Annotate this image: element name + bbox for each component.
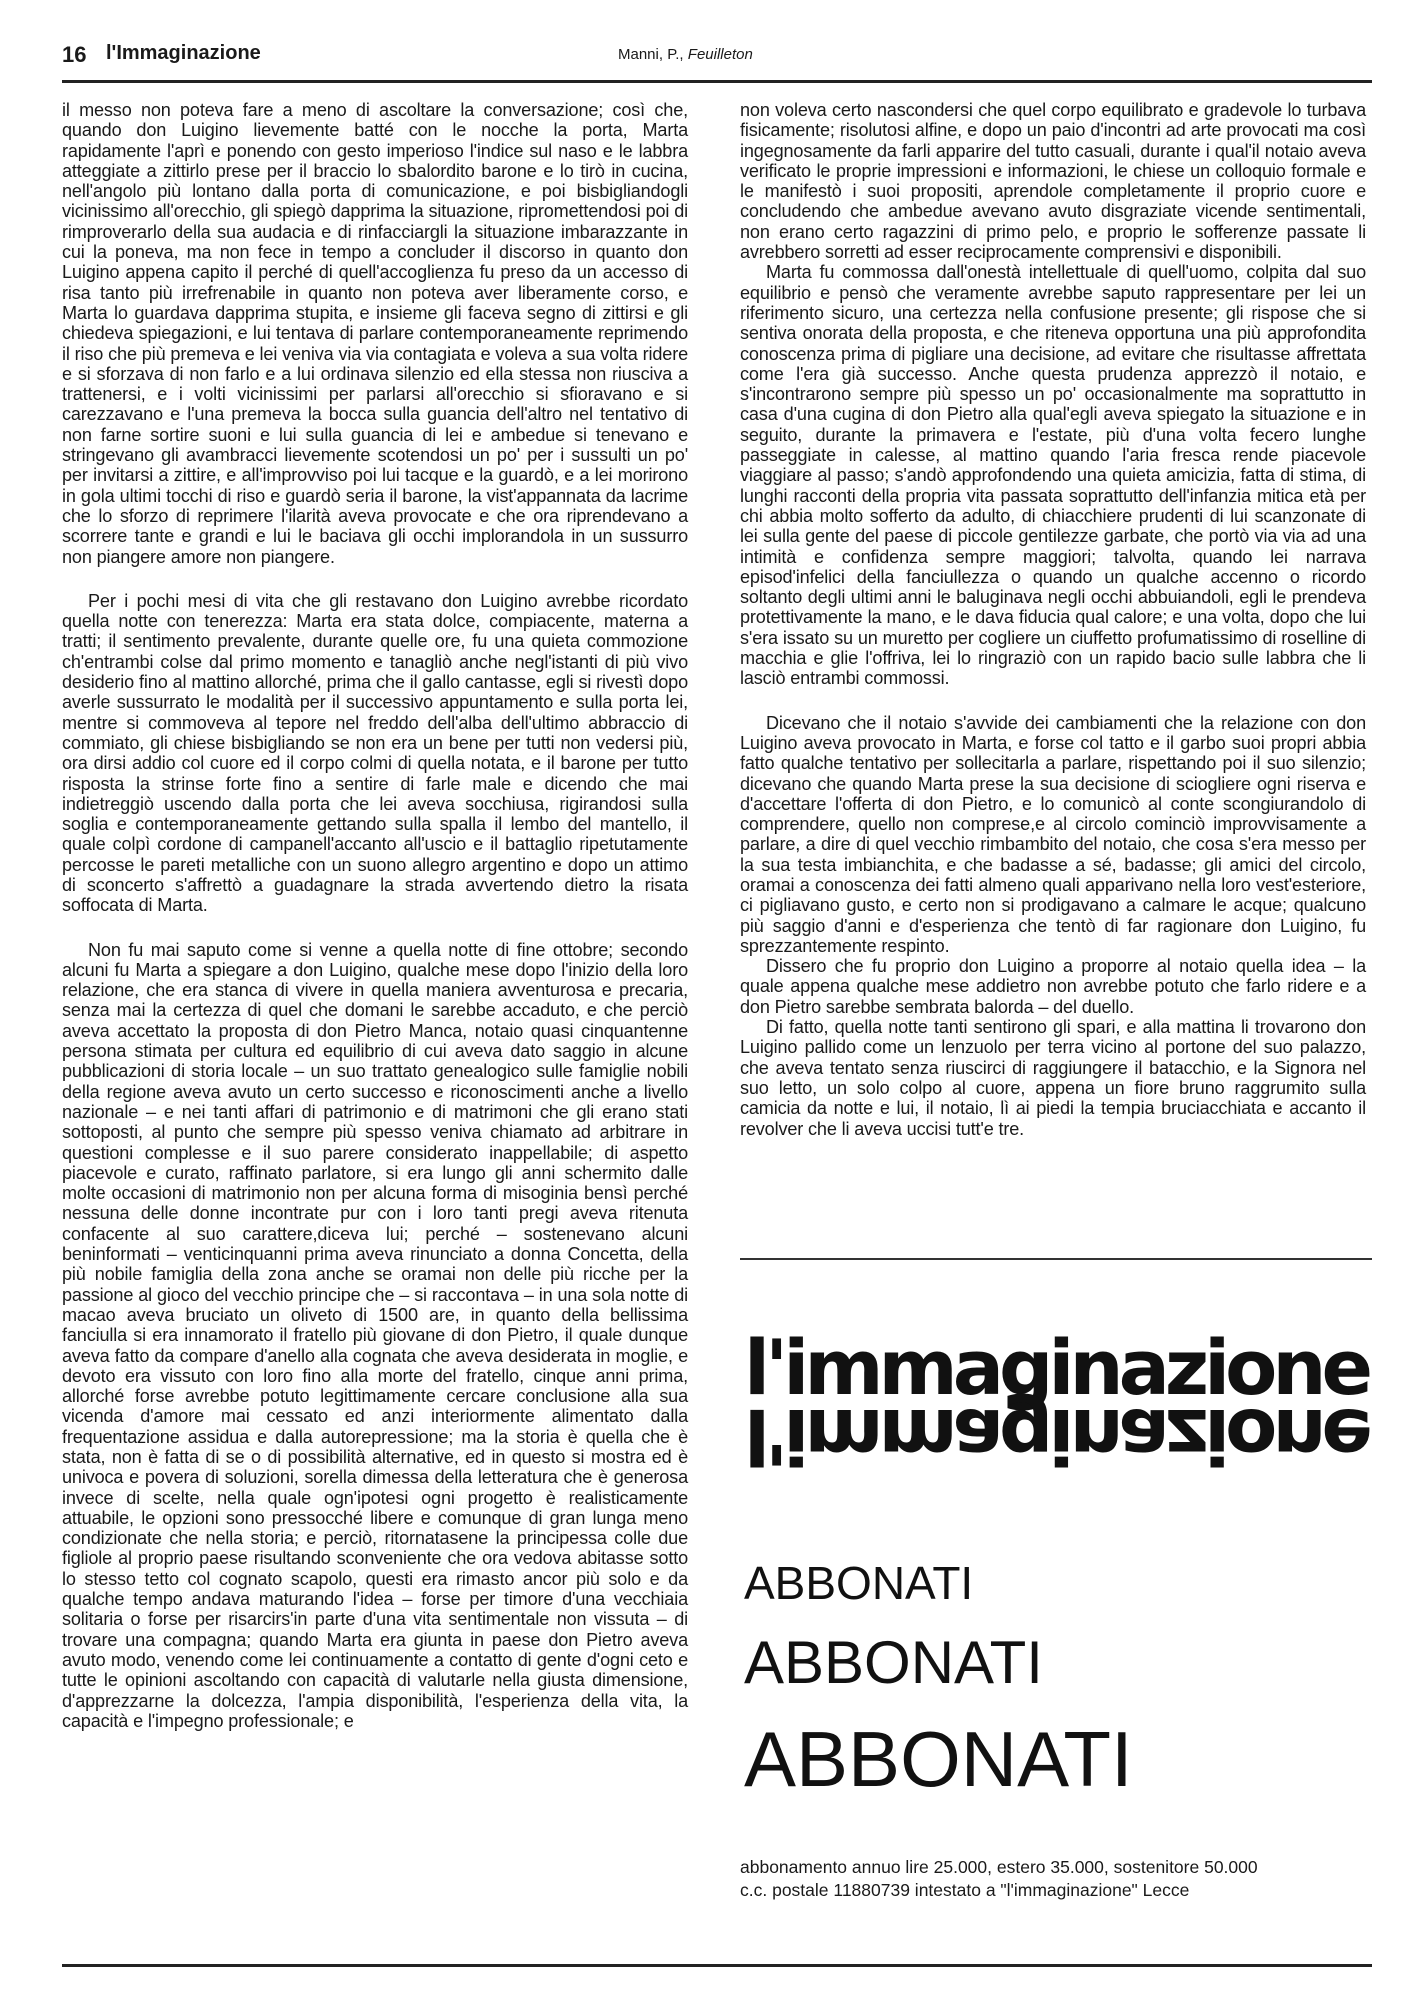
- paragraph: Non fu mai saputo come si venne a quella notte di fine ottobre; secondo alcuni fu Marta a spiegare a don Luigino, qualche mese dopo l'inizio della loro relazione, che era stanca di vivere in quella maniera avventurosa e precaria, senza mai la certezza di quel che domani le sarebbe accaduto, e che perciò aveva accettato la proposta di don Pietro Manca, notaio quasi cinquantenne persona stimata per cultura ed equilibrio di cui aveva dato saggio in alcune pubblicazioni di storia locale – un suo trattato genealogico sulle famiglie nobili della regione aveva avuto un certo successo e riconoscimenti anche a livello nazionale – e nei tanti affari di patrimonio e di matrimoni che gli erano stati sottoposti, al punto che sempre più spesso veniva chiamato ad arbitrare in questioni complesse e il suo parere considerato inappellabile; di aspetto piacevole e curato, raffinato parlatore, si era lungo gli anni schermito dalle molte occasioni di matrimonio non per alcuna forma di misoginia bensì perché nessuna delle donne incontrate pur con i loro tanti pregi aveva ritenuta confacente al suo carattere,diceva lui; perché – sostenevano alcuni beninformati – venticinquanni prima aveva rinunciato a donna Concetta, della più nobile famiglia della zona anche se oramai non delle più ricche per la passione al gioco del vecchio principe che – si raccontava – in una sola notte di macao aveva bruciato un oliveto di 1500 are, in quanto della bellissima fanciulla si era innamorato il fratello più giovane di don Pietro, il quale dunque aveva fatto da compare d'anello alla cognata che aveva desiderata in moglie, e devoto era vissuto con loro fino alla morte del fratello, cinque anni prima, allorché forse avrebbe potuto legittimamente cercare conclusione alla sua vicenda d'amore mai cessato ed anzi interiormente alimentato dalla frequentazione assidua e dalla autorepressione; ma la storia è quella che è stata, non è fatta di se o di possibilità alternative, ed in questo si mostra ed è univoca e povera di soluzioni, sorella dimessa della letteratura che è generosa invece di scelte, nella quale ogn'ipotesi ogni progetto è realisticamente attuabile, le opzioni sono pressocché libere e comunque di gran lunga meno condizionate che nella storia; e perciò, ritornatasene la principessa colle due figliole al proprio paese risultando sconveniente che ora vedova abitasse sotto lo stesso tetto col cognato scapolo, questi era rimasto ancor più solo e da qualche tempo andava maturando l'idea – forse per timore d'una vecchiaia solitaria o forse per risarcirs'in parte d'una vita sentimentale non vissuta – di trovare una compagna; quando Marta era giunta in paese don Pietro aveva avuto modo, venendo come lei continuamente a contatto di gente d'ogni ceto e tutte le opinioni ascoltando con capacità di valutarle nella giusta dimensione, d'apprezzarne la dolcezza, l'ampia disponibilità, l'esperienza della vita, la capacità e l'impegno professionale; e: [62, 939, 688, 1731]
- logo-text: l'immaginazione: [743, 1323, 1369, 1412]
- paragraph: Dicevano che il notaio s'avvide dei cambiamenti che la relazione con don Luigino aveva provocato in Marta, e forse col tatto e il garbo suoi propri abbia fatto qualche tentativo per sollecitarla a parlare, rispettando poi il suo silenzio; dicevano che quando Marta prese la sua decisione di sciogliere ogni riserva e d'accettare l'offerta di don Pietro, e lo comunicò al conte scongiurandolo di comprendere, quello non comprese,e al circolo cominciò improvvisamente a parlare, a dire di quel vecchio rimbambito del notaio, che cosa s'era messo per la sua testa imbianchita, e che badasse a sé, badasse; gli amici del circolo, oramai a conoscenza dei fatti almeno quali apparivano nella loro vest'esteriore, ci pigliavano gusto, e certo non si prodigavano a calmare le acque; qualcuno più saggio d'anni e d'esperienza che tentò di far ragionare don Luigino, fu sprezzantemente respinto.: [740, 712, 1366, 956]
- magazine-logo: [740, 1323, 1372, 1488]
- running-title: Feuilleton: [687, 46, 753, 63]
- paragraph: Dissero che fu proprio don Luigino a proporre al notaio quella idea – la quale appena qualche mese addietro non avrebbe potuto che farlo ridere e a don Pietro sarebbe sembrata balorda – del duello.: [740, 956, 1366, 1017]
- abbonati-large: ABBONATI: [744, 1715, 1133, 1803]
- text-column-left: [62, 100, 688, 1950]
- text-column-right: [740, 100, 1366, 1258]
- abbonati-small: ABBONATI: [744, 1557, 974, 1609]
- running-author: Manni, P.,: [618, 46, 684, 63]
- header-rule: [62, 80, 1372, 83]
- ad-divider: [740, 1258, 1372, 1260]
- page-number: 16: [62, 42, 87, 67]
- paragraph: Per i pochi mesi di vita che gli restavano don Luigino avrebbe ricordato quella notte con tenerezza: Marta era stata dolce, compiacente, materna a tratti; il sentimento prevalente, durante quelle ore, fu una quieta commozione ch'entrambi colse dal primo momento e tanagliò anche negl'istanti di più vivo desiderio fino al mattino allorché, prima che il gallo cantasse, egli si rivestì dopo averle sussurrato le modalità per il successivo appuntamento e sulla porta lei, mentre si commoveva al tepore nel freddo dell'alba dell'ultimo abbraccio di commiato, gli chiese bisbigliando se non era un bene per tutti non vedersi più, ora dirsi addio col cuore ed il corpo colmi di quella notata, e il barone per tutto risposta la strinse forte fino a sentire di farle male e dicendo che mai indietreggiò uscendo dalla porta che lei aveva socchiusa, rigirandosi sulla soglia e contemporaneamente gettando sulla spalla il lembo del mantello, il quale colpì cordone di campanell'accanto all'uscio e il battaglio ripetutamente percosse le pareti metalliche con un suono allegro argentino e dopo un attimo di sconcerto s'affrettò a guadagnare la strada avvertendo dietro la risata soffocata di Marta.: [62, 590, 688, 916]
- paragraph: Marta fu commossa dall'onestà intellettuale di quell'uomo, colpita dal suo equilibrio e pensò che veramente avrebbe saputo rappresentare per lei un riferimento sicuro, una certezza nella confusione presente; gli rispose che si sentiva onorata della proposta, e che riteneva opportuna una più approfondita conoscenza prima di pigliare una decisione, ad evitare che risultasse affrettata come l'era già successo. Anche questa prudenza apprezzò il notaio, e s'incontrarono sempre più spesso un po' occasionalmente ma soprattutto in casa d'una cugina di don Pietro alla qual'egli aveva spiegato la situazione e in seguito, durante la primavera e l'estate, più d'una volta fecero lunghe passeggiate in calesse, al mattino quando l'aria fresca rende piacevole viaggiare al passo; s'andò approfondendo una quieta amicizia, fatta di stima, di lunghi racconti della propria vita passata soprattutto dell'infanzia mitica età per chi abbia molto sofferto da adulto, di chiacchiere prudenti di lui scanzonate di lei sulla gente del paese di piccole gentilezze garbate, che portò via via ad una intimità e confidenza sempre maggiori; talvolta, quando lei narrava episod'infelici della fanciullezza o quando un qualche accenno o ricordo soltanto degli ultimi anni le baluginava negli occhi abbuiandoli, egli le prendeva protettivamente la mano, e le dava fiducia qual calore; e una volta, dopo che lui s'era issato su un muretto per cogliere un ciuffetto profumatissimo di roselline di macchia e glie l'offriva, lei lo ringraziò con un rapido bacio sulle labbra che li lasciò entrambi commossi.: [740, 262, 1366, 689]
- magazine-name: l'Immaginazione: [106, 42, 261, 64]
- footer-rule: [62, 1964, 1372, 1967]
- logo-mirror-text: l'immaginazione: [743, 1392, 1369, 1481]
- paragraph: non voleva certo nascondersi che quel corpo equilibrato e gradevole lo turbava fisicamente; risolutosi alfine, e dopo un paio d'incontri ad arte provocati ma così ingegnosamente da farli apparire del tutto casuali, durante i qual'il notaio aveva verificato le proprie impressioni e informazioni, le chiese un colloquio formale e le manifestò i suoi propositi, aprendole completamente il proprio cuore e concludendo che ambedue avevano avuto disgraziate vicende sentimentali, non erano certo ragazzini di primo pelo, e proprio le sofferenze passate li avrebbero sorretti ad esser reciprocamente comprensivi e disponibili.: [740, 100, 1366, 263]
- paragraph: Di fatto, quella notte tanti sentirono gli spari, e alla mattina li trovarono don Luigino pallido come un lenzuolo per terra vicino al portone del suo palazzo, che aveva tentato senza riuscirci di raggiungere il batacchio, e la Signora nel suo letto, un solo colpo al cuore, appena un fiore bruno raggrumito sulla camicia da notte e lui, il notaio, lì ai piedi la tempia bruciacchiata e accanto il revolver che li aveva uccisi tutt'e tre.: [740, 1017, 1366, 1139]
- subscription-info: [740, 1856, 1258, 1902]
- postal-account: c.c. postale 11880739 intestato a "l'immaginazione" Lecce: [740, 1880, 1190, 1900]
- abbonati-medium: ABBONATI: [744, 1629, 1043, 1696]
- subscription-prices: abbonamento annuo lire 25.000, estero 35.000, sostenitore 50.000: [740, 1857, 1258, 1877]
- subscription-ad: [740, 1258, 1372, 1918]
- paragraph: il messo non poteva fare a meno di ascoltare la conversazione; così che, quando don Luigino lievemente batté con le nocche la porta, Marta rapidamente l'aprì e ponendo con gesto imperioso l'indice sul naso e le labbra atteggiate a zittirlo prese per il braccio lo sbalordito barone e lo tirò in cucina, nell'angolo più lontano dalla porta di comunicazione, e poi bisbigliandogli vicinissimo all'orecchio, gli spiegò dapprima la situazione, ripromettendosi poi di rimproverarlo della sua audacia e di rinfacciargli la situazione imbarazzante in cui la poneva, ma non fece in tempo a concluder il discorso in quanto don Luigino appena capito il perché di quell'accoglienza fu preso da un accesso di risa tanto più irrefrenabile in quanto non poteva aver liberamente corso, e Marta lo guardava dapprima stupita, e insieme gli faceva segno di zittirsi e gli chiedeva spiegazioni, e lui tentava di parlare contemporaneamente reprimendo il riso che più premeva e lei veniva via via contagiata e voleva a sua volta ridere e si sforzava di non farlo e a lui ordinava silenzio ed ella stessa non riusciva a trattenersi, e i volti vicinissimi per parlarsi all'orecchio si sfioravano e si carezzavano e l'una premeva la bocca sulla guancia dell'altro nel tentativo di non farne sortire suoni e lui sulla guancia di lei e ambedue si tenevano e stringevano gli avambracci lievemente scotendosi un po' per i sussulti un po' per invitarsi a zittire, e all'improvviso poi lui tacque e la guardò, e a lei morirono in gola ultimi tocchi di riso e guardò seria il barone, la vist'appannata da lacrime che lo sforzo di reprimere l'ilarità aveva provocate e che ora riprendevano a scorrere tante e grandi e lui le baciava gli occhi implorandola in un sussurro non piangere amore non piangere.: [62, 100, 688, 567]
- page-header: [62, 36, 1370, 76]
- running-header: [618, 46, 753, 63]
